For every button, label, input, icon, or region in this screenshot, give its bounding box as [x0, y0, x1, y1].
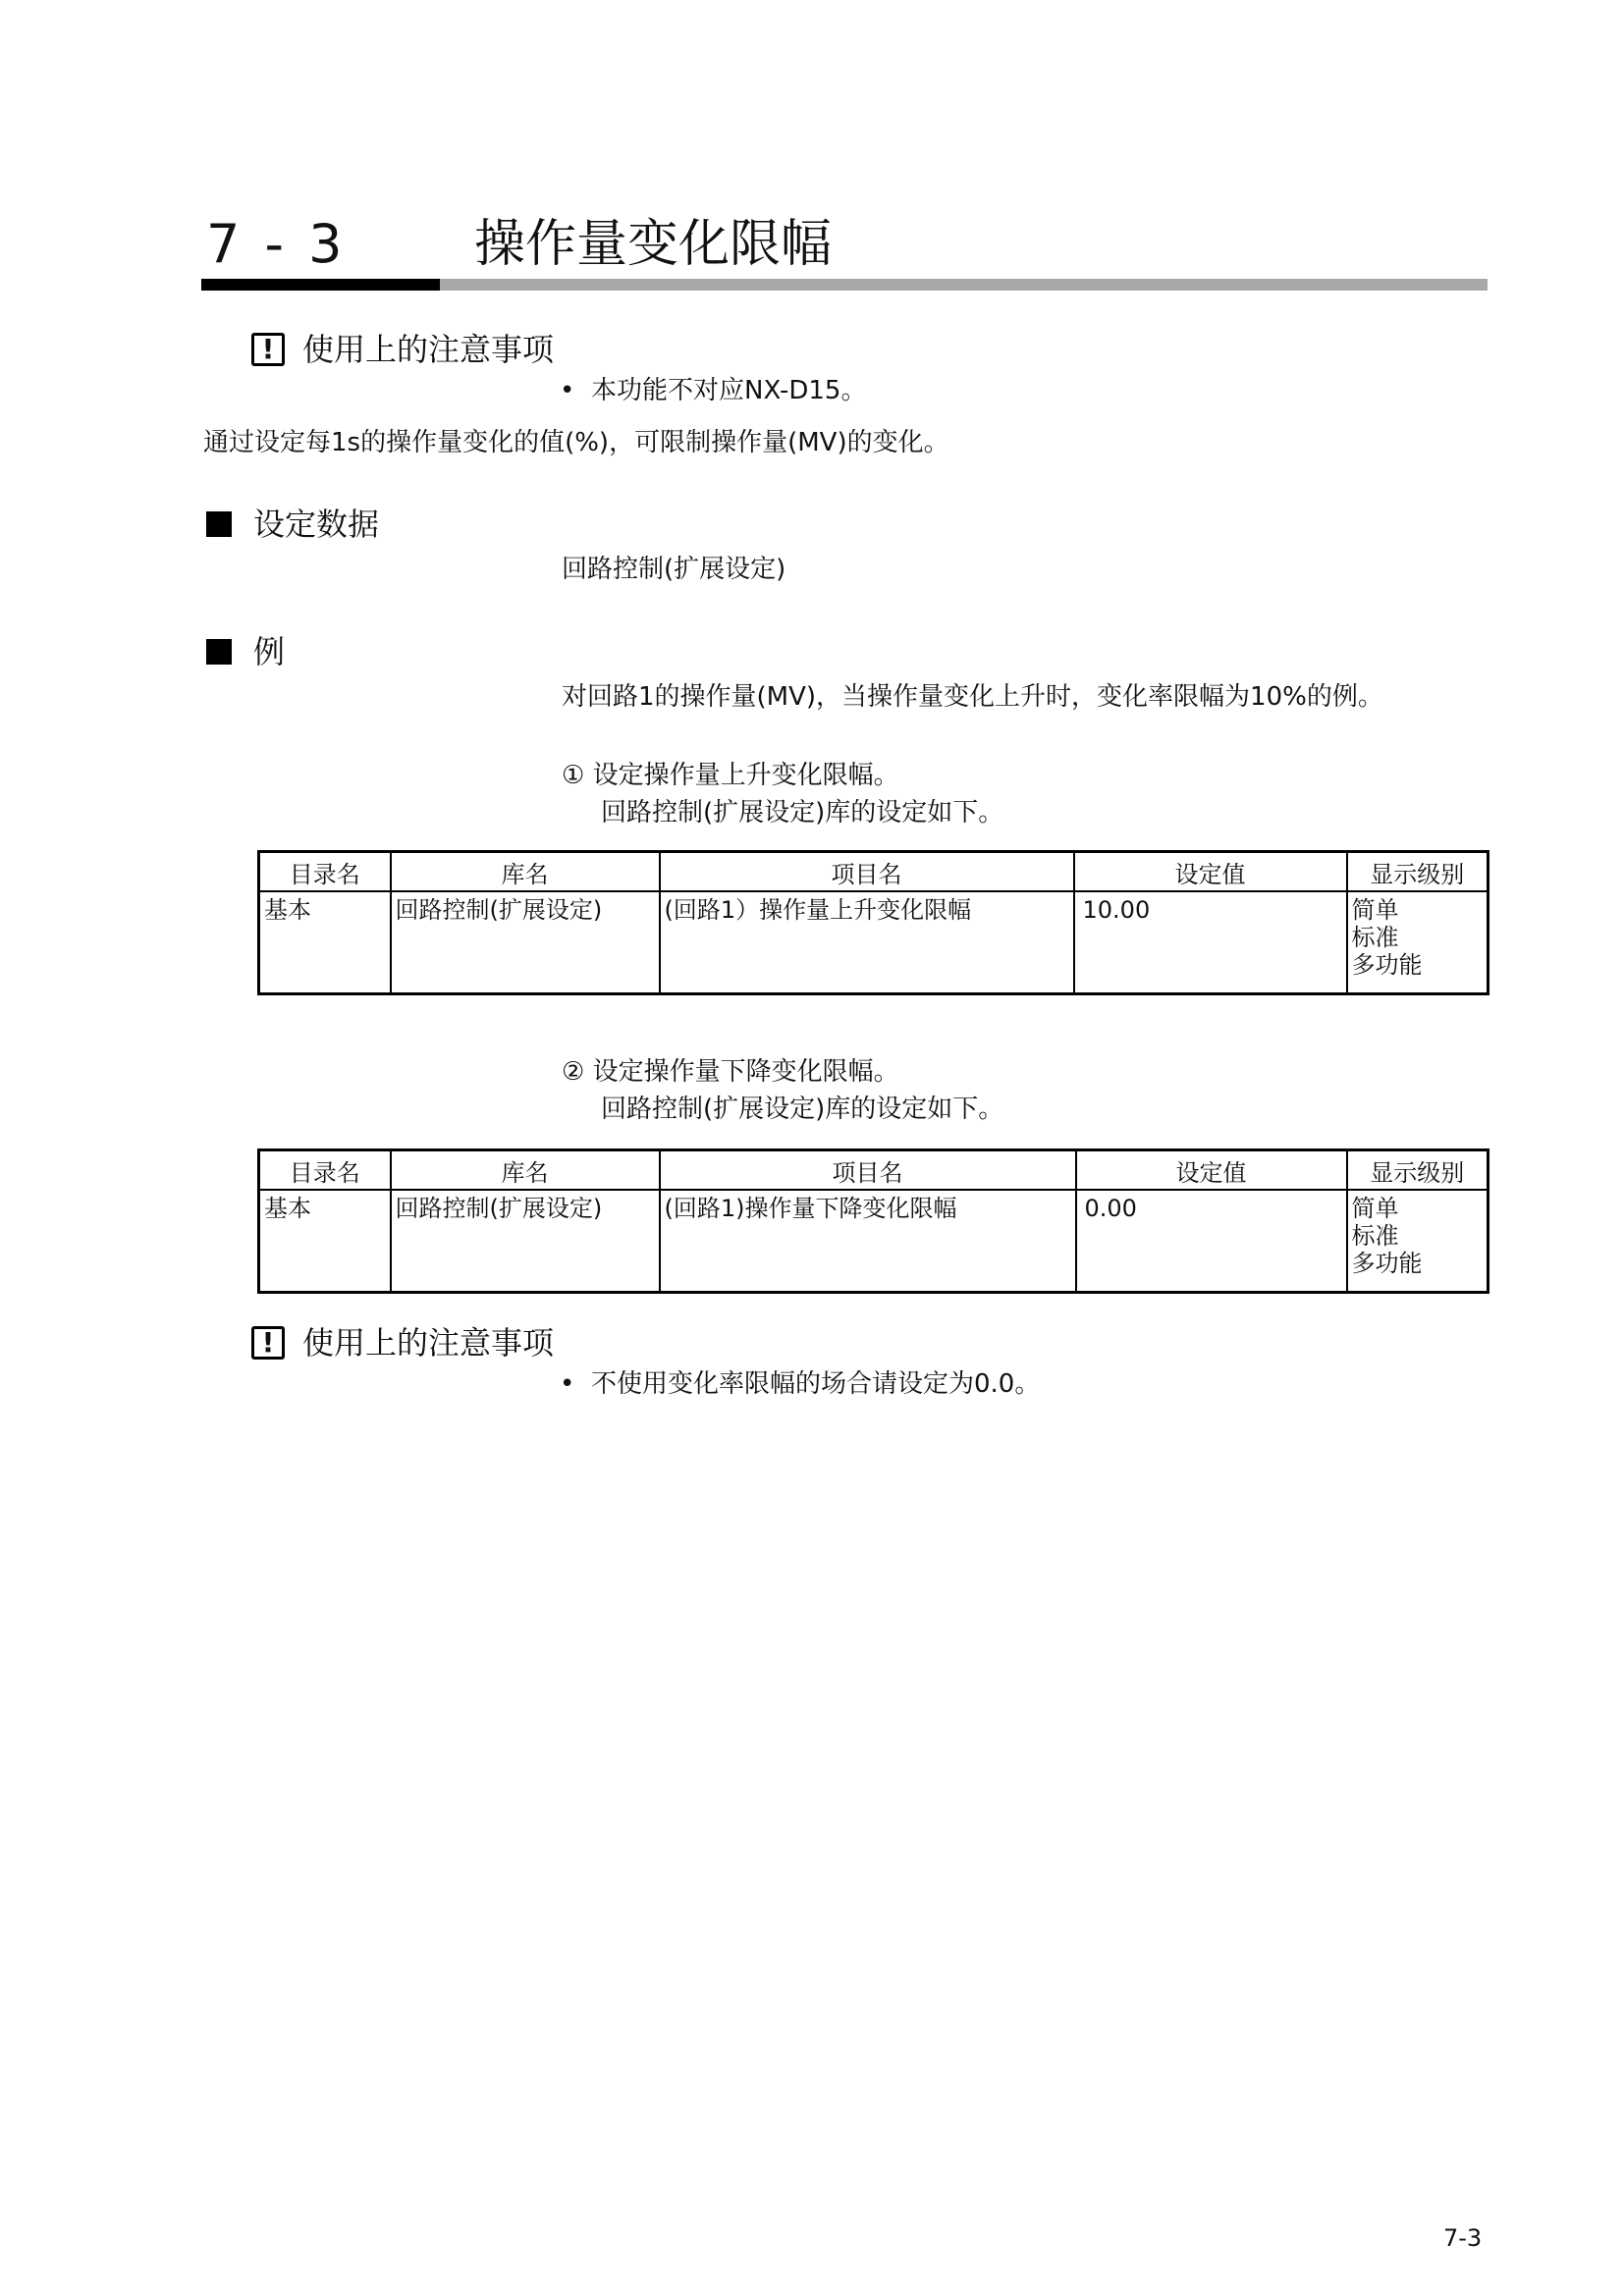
page-number: 7-3 [1443, 2224, 1483, 2252]
cell-directory: 基本 [259, 891, 391, 994]
square-bullet-icon [206, 639, 232, 665]
caution-heading-2 [251, 1321, 554, 1364]
step2-line2: 回路控制(扩展设定)库的设定如下。 [601, 1095, 1004, 1124]
level-multifunction: 多功能 [1351, 1250, 1423, 1277]
table-header-row [259, 852, 1489, 892]
caution-heading [251, 328, 554, 371]
title-rule-accent [201, 279, 440, 291]
caution-icon: ! [251, 1326, 285, 1360]
section-number: 7 - 3 [206, 213, 347, 275]
table-header-row [259, 1150, 1489, 1191]
setting-data-heading [206, 503, 379, 546]
cell-display-level [1347, 891, 1489, 994]
header-directory: 目录名 [259, 1150, 391, 1191]
header-directory: 目录名 [259, 852, 391, 892]
cell-library: 回路控制(扩展设定) [391, 1190, 660, 1293]
caution-bullet-text: 本功能不对应NX-D15。 [591, 376, 867, 405]
caution-bullet-2 [560, 1366, 1040, 1402]
setting-data-title: 设定数据 [253, 506, 380, 543]
bullet-icon: • [560, 376, 575, 405]
cell-item: (回路1)操作量下降变化限幅 [660, 1190, 1076, 1293]
caution-icon: ! [251, 333, 285, 366]
level-standard: 标准 [1351, 924, 1399, 951]
header-value: 设定值 [1076, 1150, 1347, 1191]
bullet-icon: • [560, 1369, 575, 1399]
caution-bullet-text: 不使用变化率限幅的场合请设定为0.0。 [591, 1369, 1041, 1399]
level-simple: 简单 [1351, 1195, 1399, 1222]
setting-data-text: 回路控制(扩展设定) [562, 555, 786, 584]
cell-value: 0.00 [1076, 1190, 1347, 1293]
intro-text: 通过设定每1s的操作量变化的值(%)，可限制操作量(MV)的变化。 [203, 428, 949, 457]
header-library: 库名 [391, 852, 660, 892]
table-row [259, 1190, 1489, 1293]
caution-bullet [560, 373, 866, 408]
step1-line1: ① 设定操作量上升变化限幅。 [562, 761, 899, 790]
cell-display-level [1347, 1190, 1489, 1293]
header-value: 设定值 [1074, 852, 1347, 892]
section-title: 操作量变化限幅 [474, 215, 833, 274]
table-row [259, 891, 1489, 994]
header-item: 项目名 [660, 1150, 1076, 1191]
header-library: 库名 [391, 1150, 660, 1191]
example-heading [206, 630, 285, 673]
caution-title: 使用上的注意事项 [302, 331, 555, 368]
settings-table-2 [257, 1148, 1489, 1294]
cell-value: 10.00 [1074, 891, 1347, 994]
cell-library: 回路控制(扩展设定) [391, 891, 660, 994]
settings-table-1 [257, 850, 1489, 995]
header-item: 项目名 [660, 852, 1074, 892]
level-multifunction: 多功能 [1351, 951, 1423, 979]
cell-item: (回路1）操作量上升变化限幅 [660, 891, 1074, 994]
step1-line2: 回路控制(扩展设定)库的设定如下。 [601, 798, 1004, 828]
level-standard: 标准 [1351, 1222, 1399, 1250]
cell-directory: 基本 [259, 1190, 391, 1293]
example-title: 例 [253, 633, 286, 670]
header-display-level: 显示级别 [1347, 852, 1489, 892]
level-simple: 简单 [1351, 896, 1399, 924]
caution-title: 使用上的注意事项 [302, 1324, 555, 1362]
square-bullet-icon [206, 511, 232, 537]
header-display-level: 显示级别 [1347, 1150, 1489, 1191]
example-text: 对回路1的操作量(MV)，当操作量变化上升时，变化率限幅为10%的例。 [562, 682, 1383, 712]
step2-line1: ② 设定操作量下降变化限幅。 [562, 1057, 899, 1087]
